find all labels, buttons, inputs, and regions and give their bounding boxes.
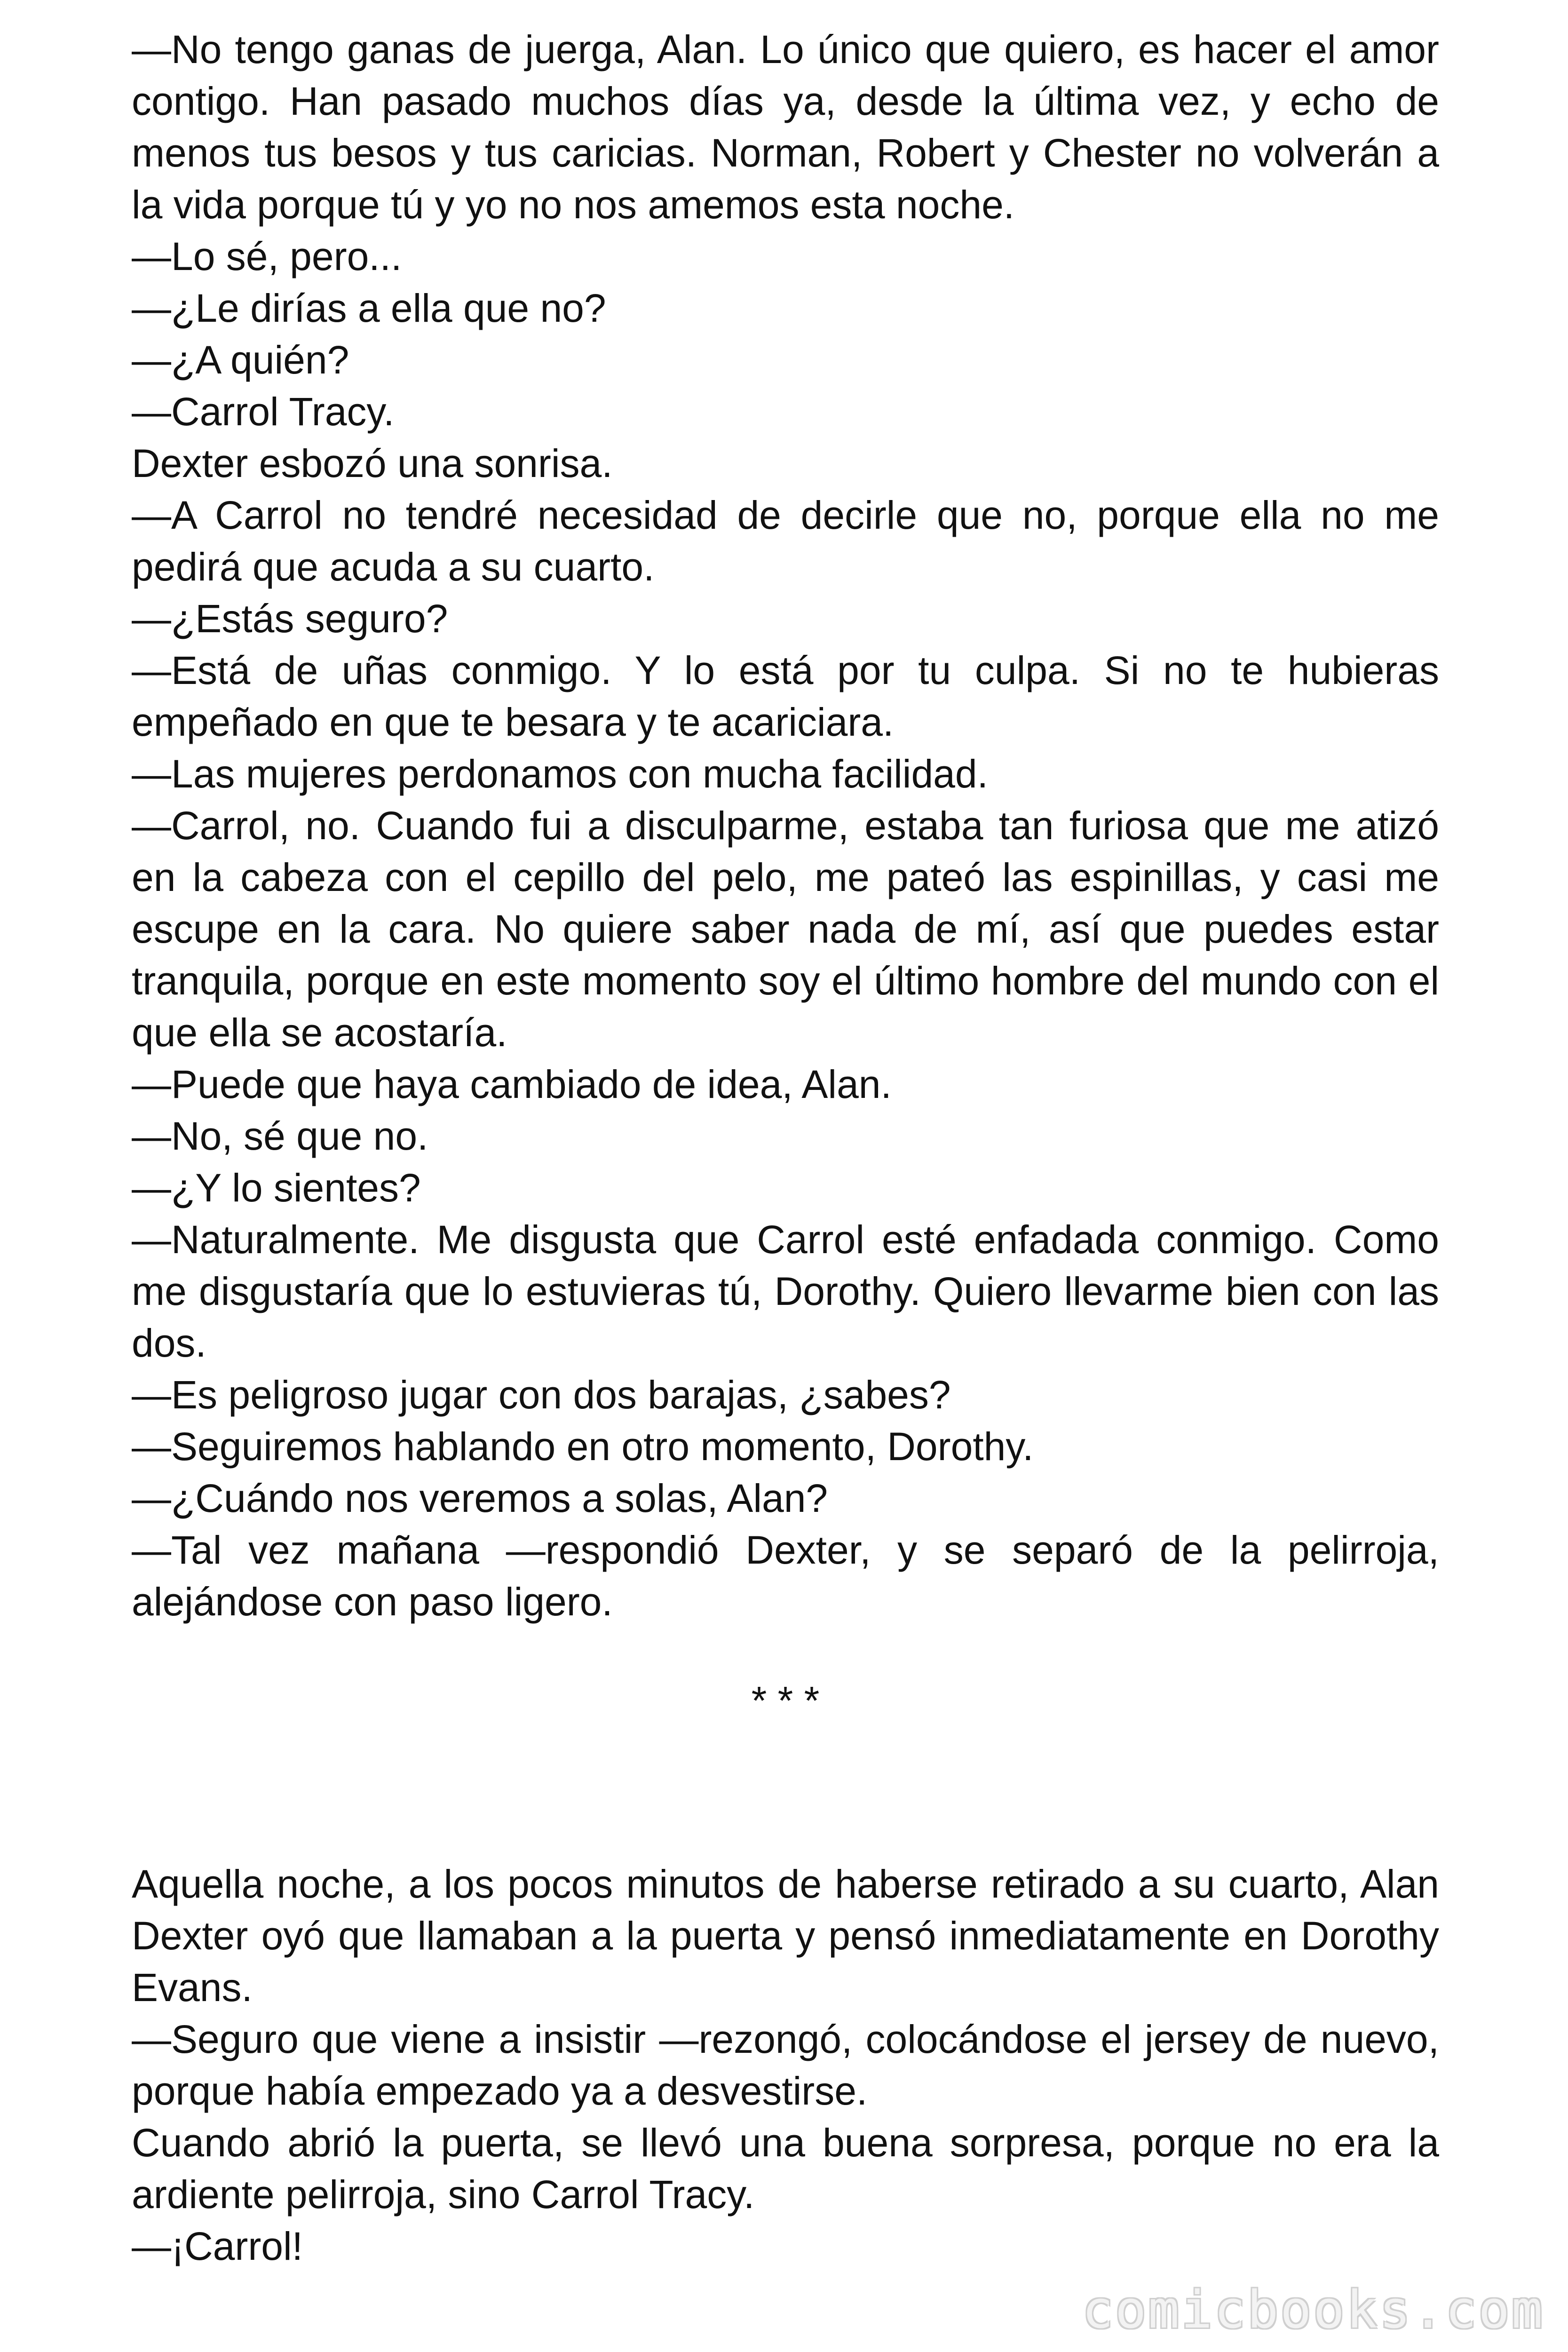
watermark: comicbooks.com bbox=[1082, 2280, 1544, 2340]
text-section-one bbox=[132, 24, 1439, 1628]
paragraph: —Lo sé, pero... bbox=[132, 234, 402, 278]
paragraph: —Naturalmente. Me disgusta que Carrol esté enfadada conmigo. Como me disgustaría que lo estuvieras tú, Dorothy. Quiero llevarme bien con las dos. bbox=[132, 1217, 1439, 1365]
paragraph: —Tal vez mañana —respondió Dexter, y se separó de la pelirroja, alejándose con paso ligero. bbox=[132, 1528, 1439, 1624]
paragraph: —¡Carrol! bbox=[132, 2224, 303, 2268]
paragraph: —A Carrol no tendré necesidad de decirle que no, porque ella no me pedirá que acuda a su cuarto. bbox=[132, 493, 1439, 589]
scene-separator: * * * bbox=[751, 1678, 820, 1723]
paragraph: —¿A quién? bbox=[132, 338, 349, 382]
paragraph: —Es peligroso jugar con dos barajas, ¿sabes? bbox=[132, 1373, 951, 1417]
paragraph: —¿Cuándo nos veremos a solas, Alan? bbox=[132, 1476, 828, 1520]
paragraph: —Puede que haya cambiado de idea, Alan. bbox=[132, 1062, 892, 1106]
paragraph: —¿Y lo sientes? bbox=[132, 1166, 421, 1210]
paragraph: —Está de uñas conmigo. Y lo está por tu culpa. Si no te hubieras empeñado en que te besara y te acariciara. bbox=[132, 648, 1439, 744]
paragraph: —Las mujeres perdonamos con mucha facilidad. bbox=[132, 752, 988, 796]
text-section-two bbox=[132, 1858, 1439, 2272]
paragraph: —No tengo ganas de juerga, Alan. Lo único que quiero, es hacer el amor contigo. Han pasado muchos días ya, desde la última vez, y echo de menos tus besos y tus caricias. Norman, Robert y Chester no volverán a la vida porque tú y yo no nos amemos esta noche. bbox=[132, 27, 1439, 227]
paragraph: —No, sé que no. bbox=[132, 1114, 428, 1158]
paragraph: —Carrol Tracy. bbox=[132, 389, 395, 434]
paragraph: —Seguiremos hablando en otro momento, Dorothy. bbox=[132, 1424, 1034, 1469]
paragraph: —Seguro que viene a insistir —rezongó, colocándose el jersey de nuevo, porque había empezado ya a desvestirse. bbox=[132, 2017, 1439, 2113]
paragraph: Dexter esbozó una sonrisa. bbox=[132, 441, 613, 485]
paragraph: Aquella noche, a los pocos minutos de haberse retirado a su cuarto, Alan Dexter oyó que llamaban a la puerta y pensó inmediatamente en Dorothy Evans. bbox=[132, 1862, 1439, 2010]
paragraph: Cuando abrió la puerta, se llevó una buena sorpresa, porque no era la ardiente pelirroja, sino Carrol Tracy. bbox=[132, 2121, 1439, 2217]
paragraph: —¿Estás seguro? bbox=[132, 596, 448, 641]
paragraph: —Carrol, no. Cuando fui a disculparme, estaba tan furiosa que me atizó en la cabeza con el cepillo del pelo, me pateó las espinillas, y casi me escupe en la cara. No quiere saber nada de mí, así que puedes estar tranquila, porque en este momento soy el último hombre del mundo con el que ella se acostaría. bbox=[132, 803, 1439, 1055]
paragraph: —¿Le dirías a ella que no? bbox=[132, 286, 606, 330]
